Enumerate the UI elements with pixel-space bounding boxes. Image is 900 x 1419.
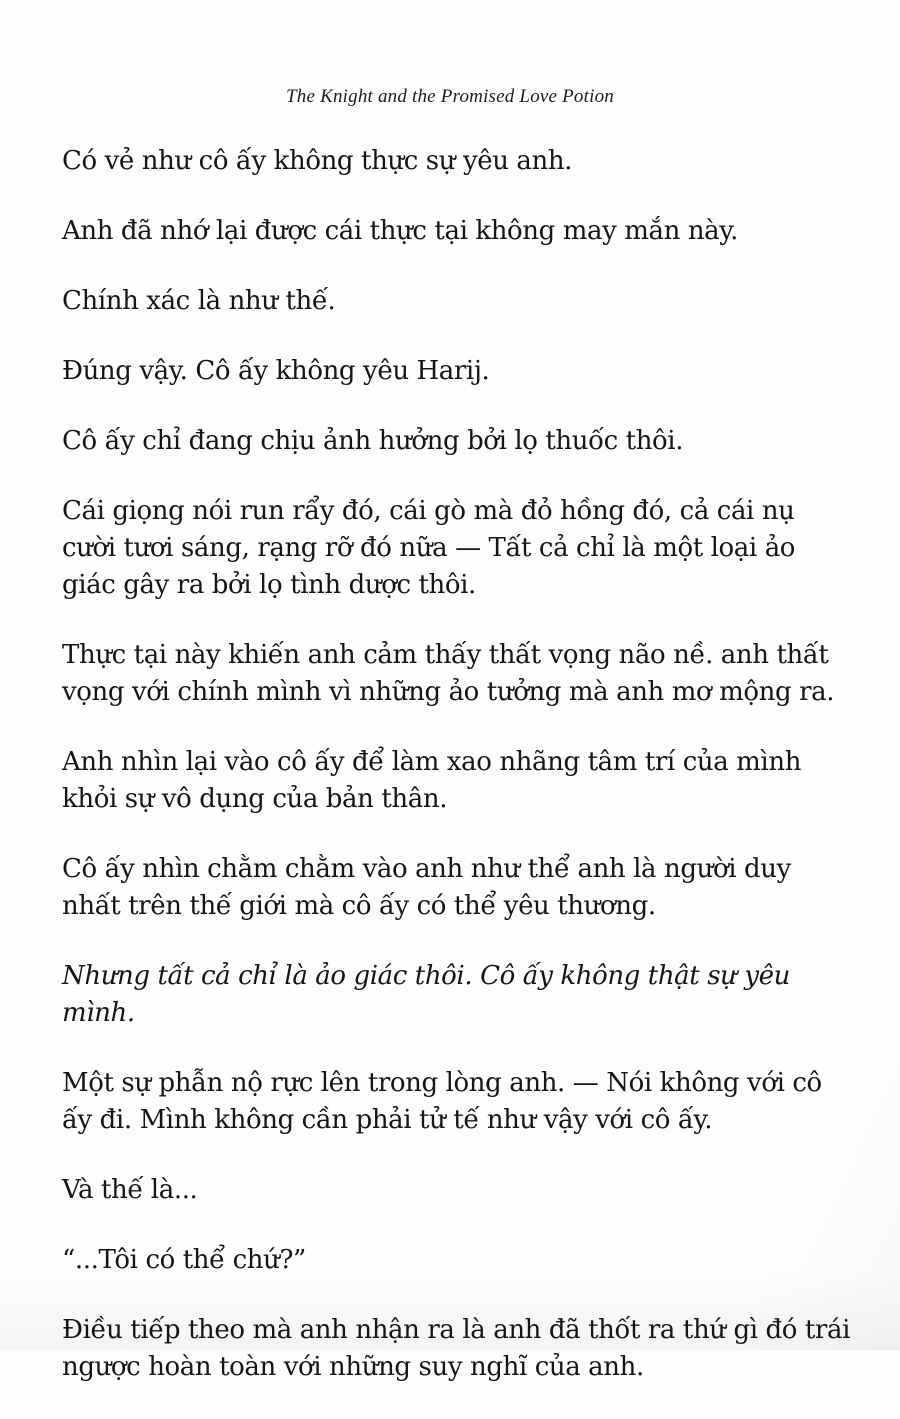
paragraph: Anh nhìn lại vào cô ấy để làm xao nhãng tâm trí của mình khỏi sự vô dụng của bản thân. [62,747,802,814]
paragraph: Cái giọng nói run rẩy đó, cái gò mà đỏ hồng đó, cả cái nụ cười tươi sáng, rạng rỡ đó nữa — Tất cả chỉ là một loại ảo giác gây ra bởi lọ tình dược thôi. [62,496,796,600]
page-header [0,86,900,108]
paragraph: Chính xác là như thế. [62,286,336,316]
paragraph: Điều tiếp theo mà anh nhận ra là anh đã thốt ra thứ gì đó trái ngược hoàn toàn với những suy nghĩ của anh. [62,1315,850,1382]
paragraph: Thực tại này khiến anh cảm thấy thất vọng não nề. anh thất vọng với chính mình vì những ảo tưởng mà anh mơ mộng ra. [62,640,835,707]
paragraph-dialogue: “...Tôi có thể chứ?” [62,1245,306,1275]
chapter-text [62,143,854,1419]
paragraph: Cô ấy chỉ đang chịu ảnh hưởng bởi lọ thuốc thôi. [62,426,684,456]
paragraph: Và thế là... [62,1175,198,1205]
paragraph: Đúng vậy. Cô ấy không yêu Harij. [62,356,490,386]
paragraph: Cô ấy nhìn chằm chằm vào anh như thể anh là người duy nhất trên thế giới mà cô ấy có thể yêu thương. [62,854,791,921]
paragraph: Một sự phẫn nộ rực lên trong lòng anh. — Nói không với cô ấy đi. Mình không cần phải tử tế như vậy với cô ấy. [62,1068,822,1135]
paragraph: Có vẻ như cô ấy không thực sự yêu anh. [62,146,573,176]
page-title: The Knight and the Promised Love Potion [286,86,614,107]
paragraph-inner-monologue: Nhưng tất cả chỉ là ảo giác thôi. Cô ấy không thật sự yêu mình. [62,961,790,1028]
paragraph: Anh đã nhớ lại được cái thực tại không may mắn này. [62,216,738,246]
